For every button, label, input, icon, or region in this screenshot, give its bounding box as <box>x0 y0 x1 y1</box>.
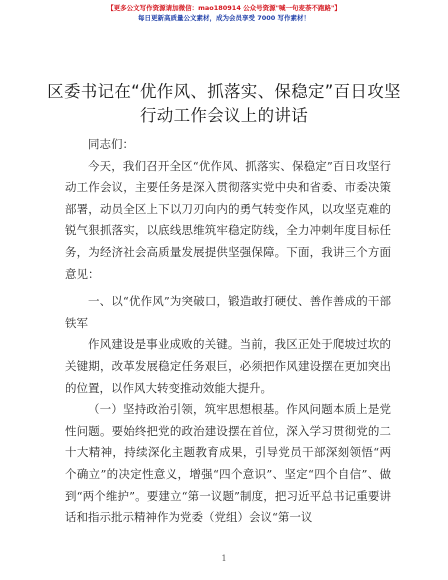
body-paragraph: （一）坚持政治引领，筑牢思想根基。作风问题本质上是党性问题。要始终把党的政治建设摆在首位，深入学习贯彻党的二十大精神，持续深化主题教育成果，引导党员干部深刻领悟“两个确立”的决定性意义，增强“四个意识”、坚定“四个自信”、做到“两个维护”。要建立“第一议题”制度，把习近平总书记重要讲话和指示批示精神作为党委（党组）会议“第一议 <box>65 402 391 525</box>
body-paragraph: 今天，我们召开全区“优作风、抓落实、保稳定”百日攻坚行动工作会议，主要任务是深入贯彻落实党中央和省委、市委决策部署，动员全区上下以刀刃向内的勇气转变作风，以攻坚克难的锐气狠抓落实，以底线思维筑牢稳定防线，全力冲刺年度目标任务，为经济社会高质量发展提供坚强保障。下面，我讲三个方面意见： <box>65 158 391 281</box>
section-heading: 一、以“优作风”为突破口，锻造敢打硬仗、善作善成的干部铁军 <box>65 294 391 330</box>
promo-banner <box>0 4 448 23</box>
promo-banner-line-1: 【更多公文写作资源请加微信：mao180914 公众号资源"喊一句麦荼不跑路"】 <box>107 4 341 12</box>
document-body <box>65 134 391 529</box>
body-paragraph: 作风建设是事业成败的关键。当前，我区正处于爬坡过坎的关键期，改革发展稳定任务艰巨，必须把作风建设摆在更加突出的位置，以作风大转变推动效能大提升。 <box>65 337 391 395</box>
greeting: 同志们： <box>88 137 134 151</box>
document-title: 区委书记在“优作风、抓落实、保稳定”百日攻坚行动工作会议上的讲话 <box>47 82 401 125</box>
page-number: 1 <box>221 554 227 563</box>
promo-banner-line-2: 每日更新高质量公文素材，成为会员享受 7000 写作素材！ <box>137 14 311 22</box>
